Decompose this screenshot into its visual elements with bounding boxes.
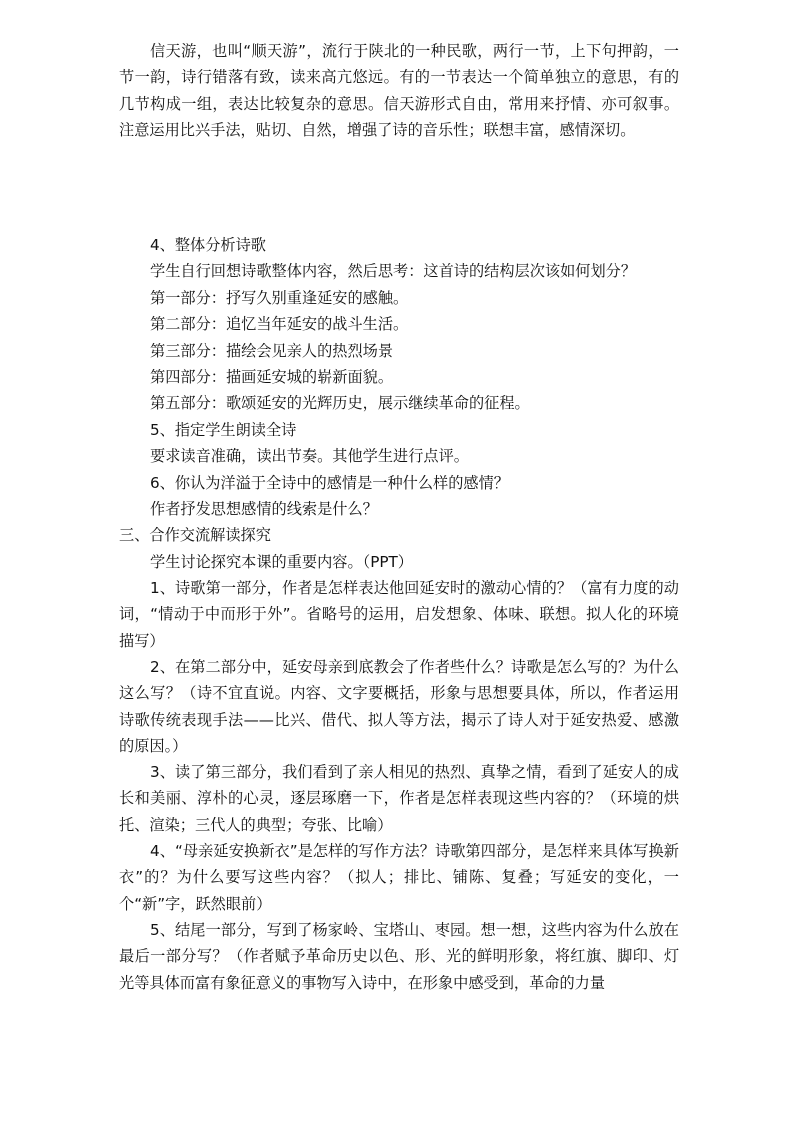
intro-paragraph: 信天游，也叫“顺天游”，流行于陕北的一种民歌，两行一节，上下句押韵，一节一韵，诗行错落有致，读来高亢悠远。有的一节表达一个简单独立的意思，有的几节构成一组，表达比较复杂的意思。信天游形式自由，常用来抒情、亦可叙事。注意运用比兴手法，贴切、自然，增强了诗的音乐性；联想丰富，感情深切。	[119, 42, 679, 139]
step5-text: 要求读音准确，读出节奏。其他学生进行点评。	[150, 447, 469, 465]
question-2: 2、在第二部分中，延安母亲到底教会了作者些什么？诗歌是怎么写的？为什么这么写？（诗不宜直说。内容、文字要概括，形象与思想要具体，所以，作者运用诗歌传统表现手法——比兴、借代、拟人等方法，揭示了诗人对于延安热爱、感激的原因。）	[119, 658, 679, 755]
question-5: 5、结尾一部分，写到了杨家岭、宝塔山、枣园。想一想，这些内容为什么放在最后一部分写？（作者赋予革命历史以色、形、光的鲜明形象，将红旗、脚印、灯光等具体而富有象征意义的事物写入诗中，在形象中感受到，革命的力量	[119, 921, 679, 992]
question-3: 3、读了第三部分，我们看到了亲人相见的热烈、真挚之情，看到了延安人的成长和美丽、淳朴的心灵，逐层琢磨一下，作者是怎样表现这些内容的？（环境的烘托、渲染；三代人的典型；夸张、比喻）	[119, 763, 679, 834]
section3-heading: 三、合作交流解读探究	[119, 526, 271, 544]
part-3: 第三部分：描绘会见亲人的热烈场景	[150, 342, 393, 360]
part-4: 第四部分：描画延安城的崭新面貌。	[150, 368, 393, 386]
step6-question-1: 6、你认为洋溢于全诗中的感情是一种什么样的感情？	[150, 474, 509, 492]
step4-question: 学生自行回想诗歌整体内容，然后思考：这首诗的结构层次该如何划分？	[150, 262, 636, 280]
step5-heading: 5、指定学生朗读全诗	[150, 421, 297, 439]
step6-question-2: 作者抒发思想感情的线索是什么？	[150, 500, 378, 518]
step4-heading: 4、整体分析诗歌	[150, 236, 266, 254]
question-1: 1、诗歌第一部分，作者是怎样表达他回延安时的激动心情的？（富有力度的动词，“情动于中而形于外”。省略号的运用，启发想象、体味、联想。拟人化的环境描写）	[119, 579, 679, 650]
question-4: 4、“母亲延安换新衣”是怎样的写作方法？诗歌第四部分，是怎样来具体写换新衣”的？为什么要写这些内容？（拟人；排比、铺陈、复叠；写延安的变化，一个“新”字，跃然眼前）	[119, 842, 679, 913]
part-5: 第五部分：歌颂延安的光辉历史，展示继续革命的征程。	[150, 394, 530, 412]
part-1: 第一部分：抒写久别重逢延安的感触。	[150, 289, 409, 307]
section3-intro: 学生讨论探究本课的重要内容。（PPT）	[150, 553, 413, 571]
part-2: 第二部分：追忆当年延安的战斗生活。	[150, 315, 409, 333]
